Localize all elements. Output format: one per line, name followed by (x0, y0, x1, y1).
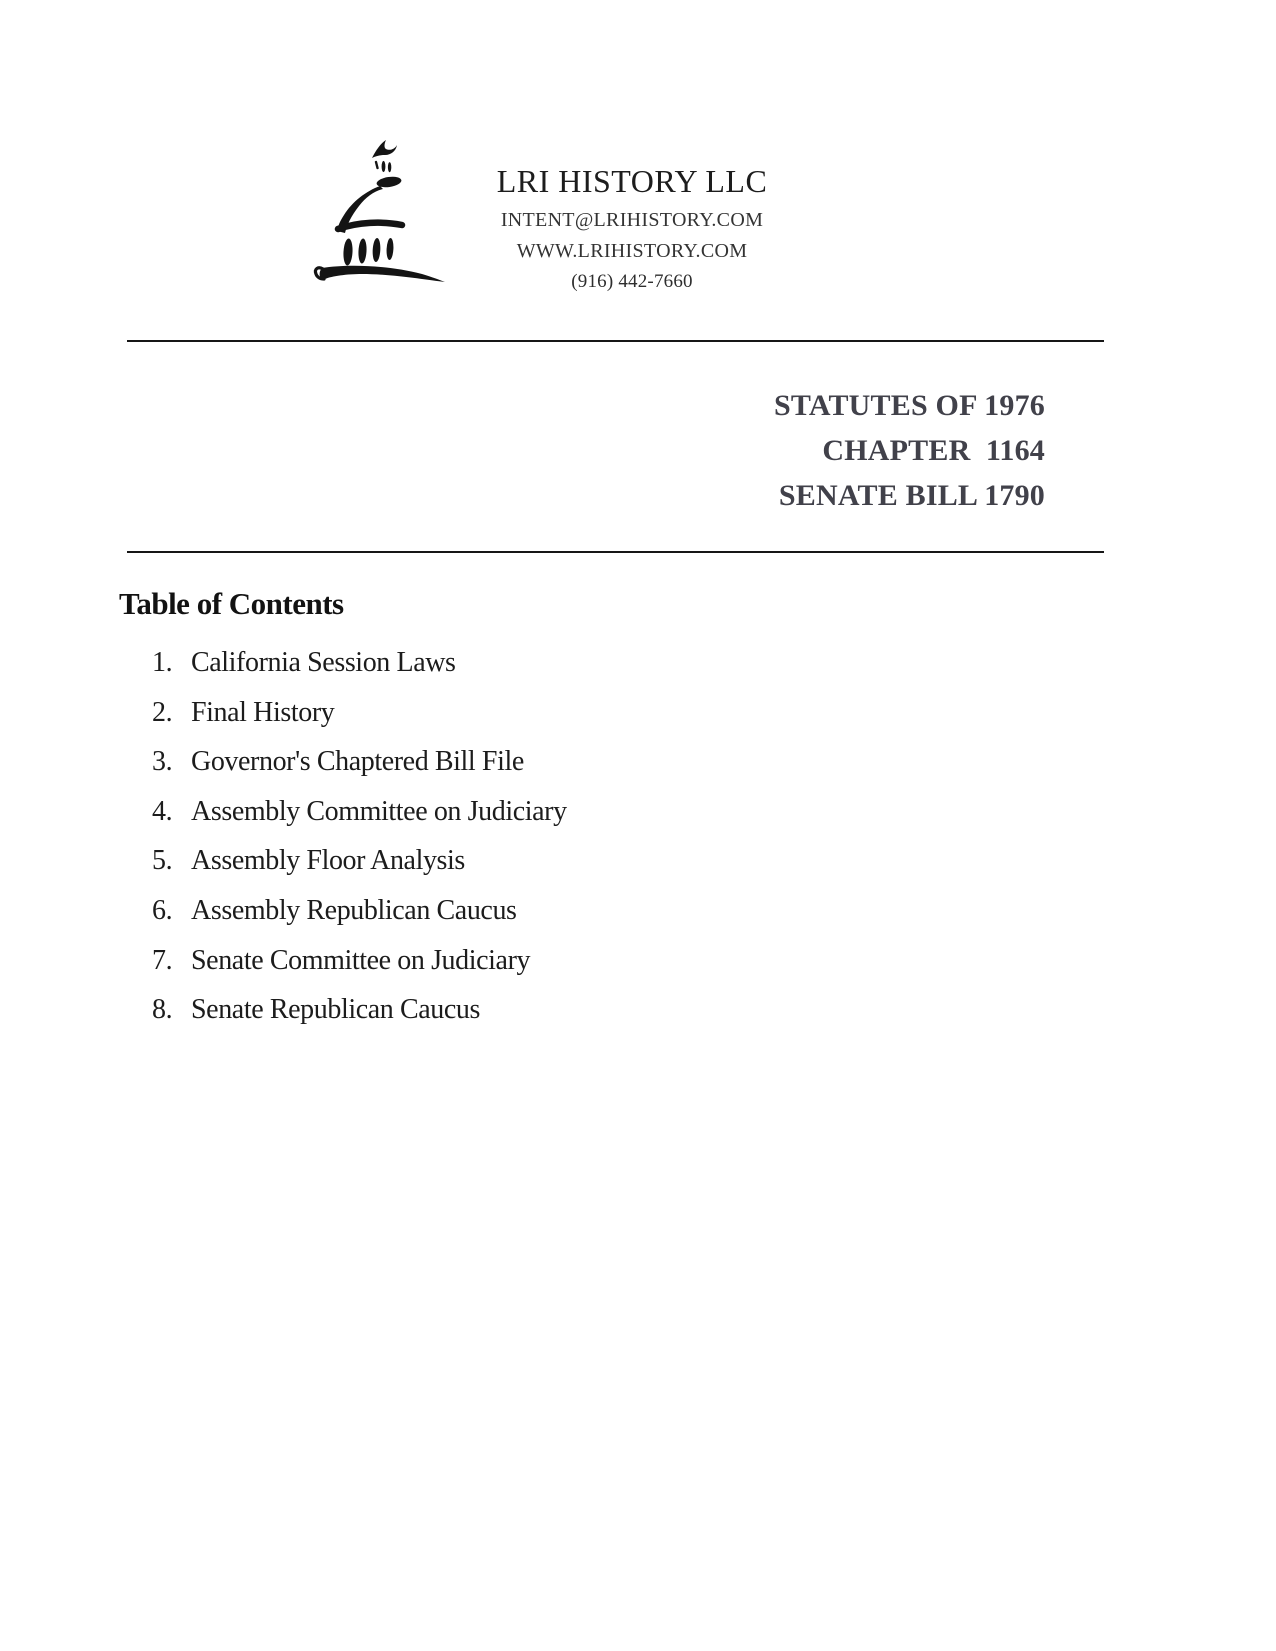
toc-item-number: 1. (152, 647, 173, 678)
toc-item-label: California Session Laws (191, 647, 456, 678)
company-phone: (916) 442-7660 (571, 271, 693, 292)
chapter-line: CHAPTER 1164 (822, 434, 1045, 467)
toc-item-number: 4. (152, 795, 173, 827)
toc-item (152, 945, 567, 977)
toc-item-label: Governor's Chaptered Bill File (191, 746, 524, 778)
divider-top (127, 340, 1104, 342)
toc-item-label: Senate Committee on Judiciary (191, 944, 531, 976)
toc-item-label: Senate Republican Caucus (191, 994, 480, 1026)
toc-item (152, 845, 567, 877)
toc-item-number: 5. (152, 845, 173, 877)
company-name: LRI HISTORY LLC (496, 163, 768, 199)
toc-item (152, 647, 567, 679)
toc-list (152, 647, 567, 1044)
toc-item (152, 796, 567, 828)
toc-title: Table of Contents (119, 586, 344, 621)
toc-item-label: Assembly Committee on Judiciary (191, 795, 567, 827)
toc-item-number: 3. (152, 746, 173, 778)
company-website: WWW.LRIHISTORY.COM (516, 240, 748, 262)
toc-item-label: Assembly Floor Analysis (191, 845, 465, 877)
toc-item (152, 746, 567, 778)
toc-item (152, 697, 567, 729)
toc-item (152, 994, 567, 1026)
toc-item-number: 7. (152, 944, 173, 976)
divider-bottom (127, 551, 1104, 553)
toc-item-number: 8. (152, 994, 173, 1026)
toc-item (152, 895, 567, 927)
toc-item-number: 6. (152, 894, 173, 926)
senate-bill-line: SENATE BILL 1790 (778, 479, 1045, 512)
toc-item-label: Final History (191, 696, 335, 728)
company-email: INTENT@LRIHISTORY.COM (500, 209, 764, 231)
statute-reference (774, 383, 1045, 518)
statutes-year-line: STATUTES OF 1976 (773, 389, 1045, 422)
toc-item-number: 2. (152, 696, 173, 728)
letterhead (432, 162, 832, 294)
toc-item-label: Assembly Republican Caucus (191, 894, 517, 926)
